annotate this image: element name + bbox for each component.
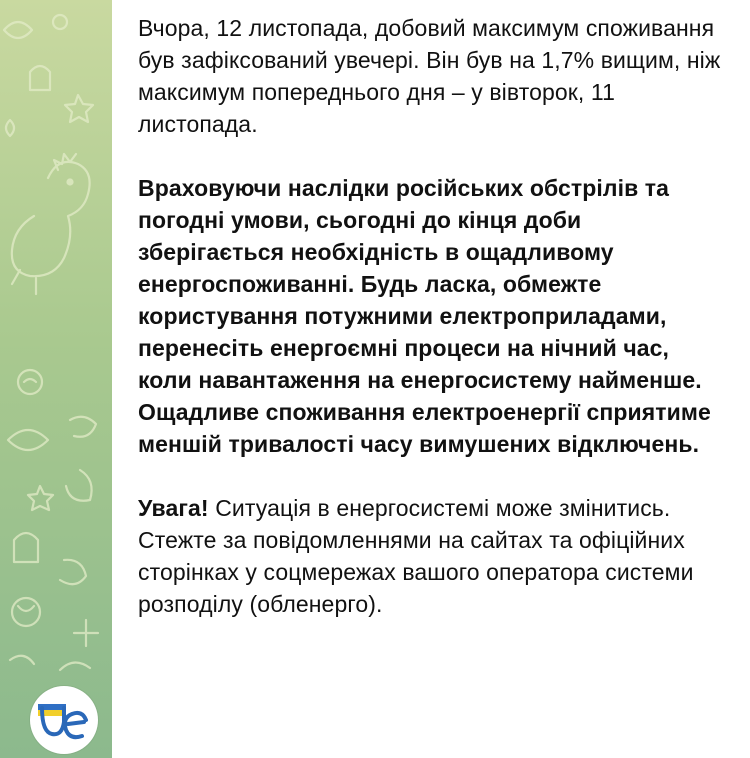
message-bubble — [112, 0, 750, 758]
message-text — [138, 12, 728, 620]
message-paragraph: Вчора, 12 листопада, добовий максимум споживання був зафіксований увечері. Він був на 1,7% вищим, ніж максимум попереднього дня – у вівторок, 11 листопада. — [138, 15, 721, 137]
channel-avatar[interactable] — [30, 686, 98, 754]
message-paragraph-warning — [138, 492, 728, 620]
warning-label: Увага! — [138, 495, 209, 521]
doodle-pattern — [0, 0, 112, 758]
ukrenergo-logo-icon — [30, 686, 98, 754]
warning-text: Ситуація в енергосистемі може змінитись. Стежте за повідомленнями на сайтах та офіційних сторінках у соцмережах вашого оператора системи розподілу (обленерго). — [138, 495, 694, 617]
message-paragraph-bold: Враховуючи наслідки російських обстрілів та погодні умови, сьогодні до кінця доби зберігається необхідність в ощадливому енергоспоживанні. Будь ласка, обмежте користування потужними електроприладами, перенесіть енергоємні процеси на нічний час, коли навантаження на енергосистему найменше. Ощадливе споживання електроенергії сприятиме меншій тривалості часу вимушених відключень. — [138, 175, 711, 457]
